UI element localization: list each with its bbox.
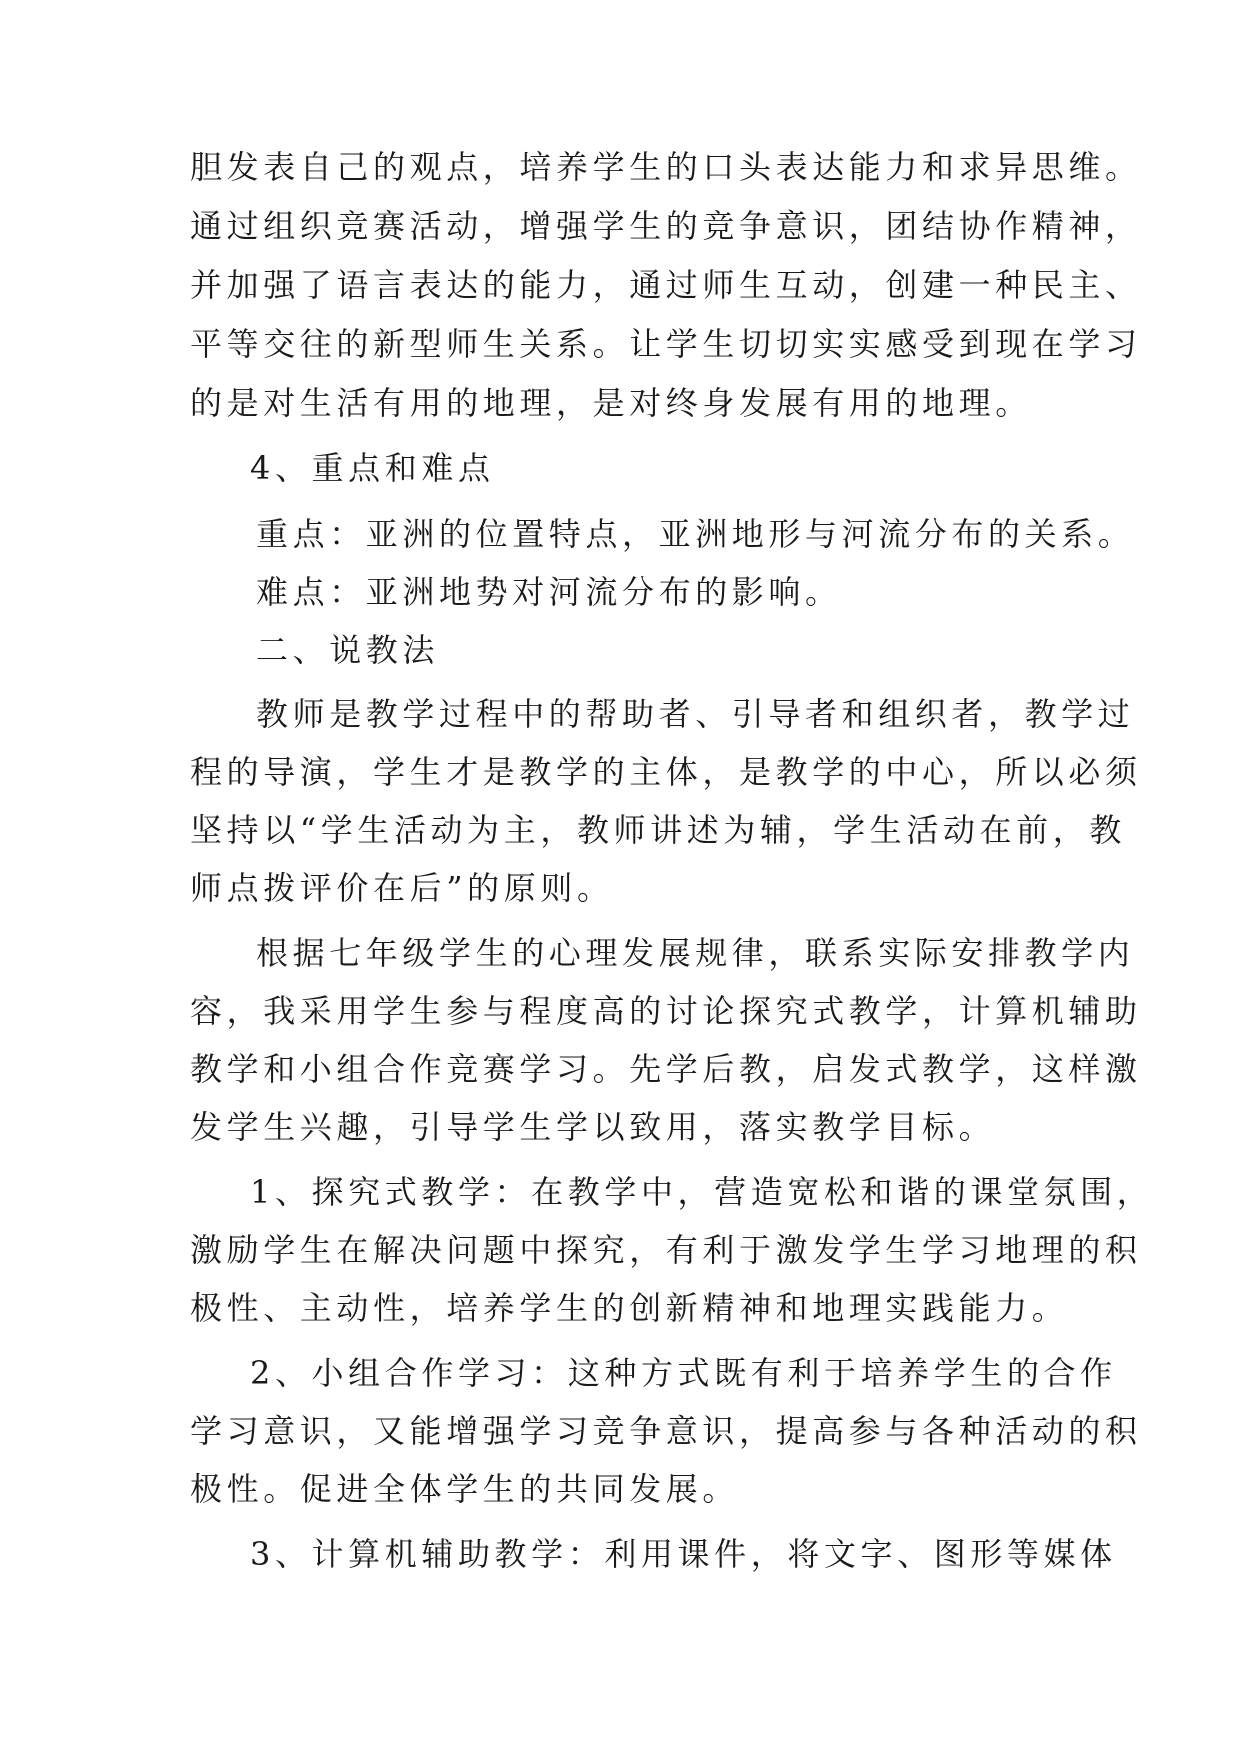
text-line: 教师是教学过程中的帮助者、引导者和组织者，教学过 [256, 695, 1135, 733]
text-line: 发学生兴趣，引导学生学以致用，落实教学目标。 [190, 1108, 996, 1146]
text-line: 的是对生活有用的地理，是对终身发展有用的地理。 [190, 384, 1032, 422]
text-line: 容，我采用学生参与程度高的讨论探究式教学，计算机辅助 [190, 992, 1142, 1030]
text-line: 极性、主动性，培养学生的创新精神和地理实践能力。 [190, 1289, 1069, 1327]
text-line: 平等交往的新型师生关系。让学生切切实实感受到现在学习 [190, 325, 1142, 363]
text-line: 通过组织竞赛活动，增强学生的竞争意识，团结协作精神， [190, 207, 1142, 245]
text-line: 3、计算机辅助教学：利用课件，将文字、图形等媒体 [250, 1535, 1117, 1573]
text-line: 教学和小组合作竞赛学习。先学后教，启发式教学，这样激 [190, 1050, 1142, 1088]
text-line: 根据七年级学生的心理发展规律，联系实际安排教学内 [256, 934, 1135, 972]
text-line: 极性。促进全体学生的共同发展。 [190, 1470, 740, 1508]
text-line: 并加强了语言表达的能力，通过师生互动，创建一种民主、 [190, 266, 1142, 304]
text-line: 2、小组合作学习：这种方式既有利于培养学生的合作 [250, 1354, 1117, 1392]
text-line: 1、探究式教学：在教学中，营造宽松和谐的课堂氛围， [250, 1173, 1154, 1211]
text-line: 学习意识，又能增强学习竞争意识，提高参与各种活动的积 [190, 1412, 1142, 1450]
text-line: 师点拨评价在后”的原则。 [190, 869, 614, 907]
text-line: 程的导演，学生才是教学的主体，是教学的中心，所以必须 [190, 753, 1142, 791]
text-line: 重点：亚洲的位置特点，亚洲地形与河流分布的关系。 [256, 515, 1135, 553]
section-heading: 4、重点和难点 [250, 449, 495, 487]
section-heading: 二、说教法 [256, 631, 440, 669]
text-line: 胆发表自己的观点，培养学生的口头表达能力和求异思维。 [190, 148, 1142, 186]
text-line: 激励学生在解决问题中探究，有利于激发学生学习地理的积 [190, 1231, 1142, 1269]
text-line: 坚持以“学生活动为主，教师讲述为辅，学生活动在前，教 [190, 811, 1126, 849]
text-line: 难点：亚洲地势对河流分布的影响。 [256, 573, 842, 611]
